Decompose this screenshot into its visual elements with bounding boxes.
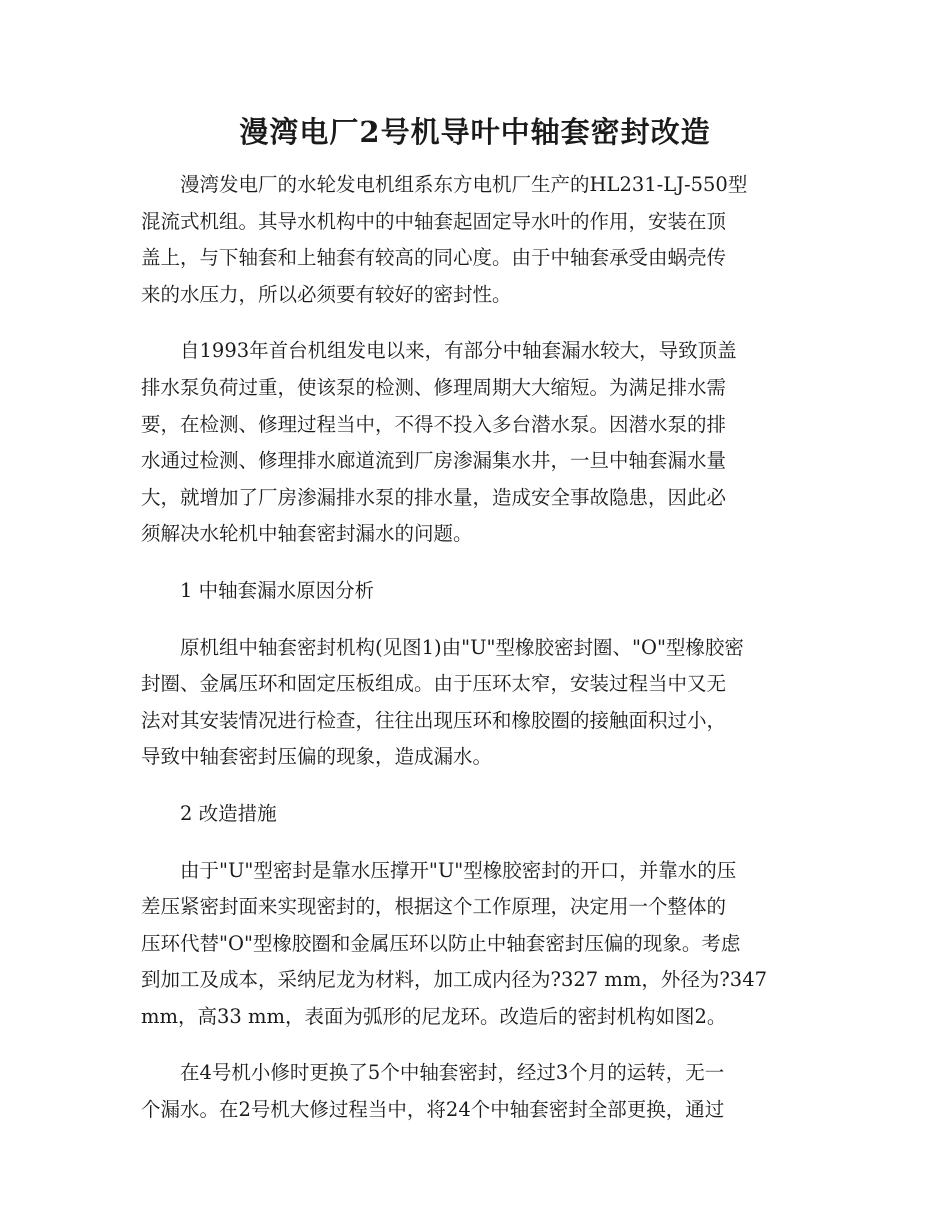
- document-title: 漫湾电厂2号机导叶中轴套密封改造: [239, 115, 711, 149]
- paragraph-measures: 由于"U"型密封是靠水压撑开"U"型橡胶密封的开口，并靠水的压 差压紧密封面来实现密封的，根据这个工作原理，决定用一个整体的 压环代替"O"型橡胶圈和金属压环以防止中轴套密封压偏的现象。考虑 到加工及成本，采纳尼龙为材料，加工成内径为?327 mm，外径为?347 mm，高33 mm，表面为弧形的尼龙环。改造后的密封机构如图2。: [141, 858, 768, 1028]
- paragraph-intro: 漫湾发电厂的水轮发电机组系东方电机厂生产的HL231-LJ-550型 混流式机组。其导水机构中的中轴套起固定导水叶的作用，安装在顶 盖上，与下轴套和上轴套有较高的同心度。由于中轴套承受由蜗壳传 来的水压力，所以必须要有较好的密封性。: [141, 173, 748, 306]
- paragraph-background: 自1993年首台机组发电以来，有部分中轴套漏水较大，导致顶盖 排水泵负荷过重，使该泵的检测、修理周期大大缩短。为满足排水需 要，在检测、修理过程当中，不得不投入多台潜水泵。因潜水泵的排 水通过检测、修理排水廊道流到厂房渗漏集水井，一旦中轴套漏水量 大，就增加了厂房渗漏排水泵的排水量，造成安全事故隐患，因此必 须解决水轮机中轴套密封漏水的问题。: [141, 339, 737, 546]
- section-heading-measures: 2 改造措施: [180, 801, 277, 825]
- document-body: [141, 167, 811, 1149]
- paragraph-cause: 原机组中轴套密封机构(见图1)由"U"型橡胶密封圈、"O"型橡胶密 封圈、金属压环和固定压板组成。由于压环太窄，安装过程当中又无 法对其安装情况进行检查，往往出现压环和橡胶圈的接触面积过小， 导致中轴套密封压偏的现象，造成漏水。: [141, 635, 744, 769]
- paragraph-results: 在4号机小修时更换了5个中轴套密封，经过3个月的运转，无一 个漏水。在2号机大修过程当中，将24个中轴套密封全部更换，通过: [141, 1061, 725, 1122]
- section-heading-cause: 1 中轴套漏水原因分析: [180, 578, 375, 602]
